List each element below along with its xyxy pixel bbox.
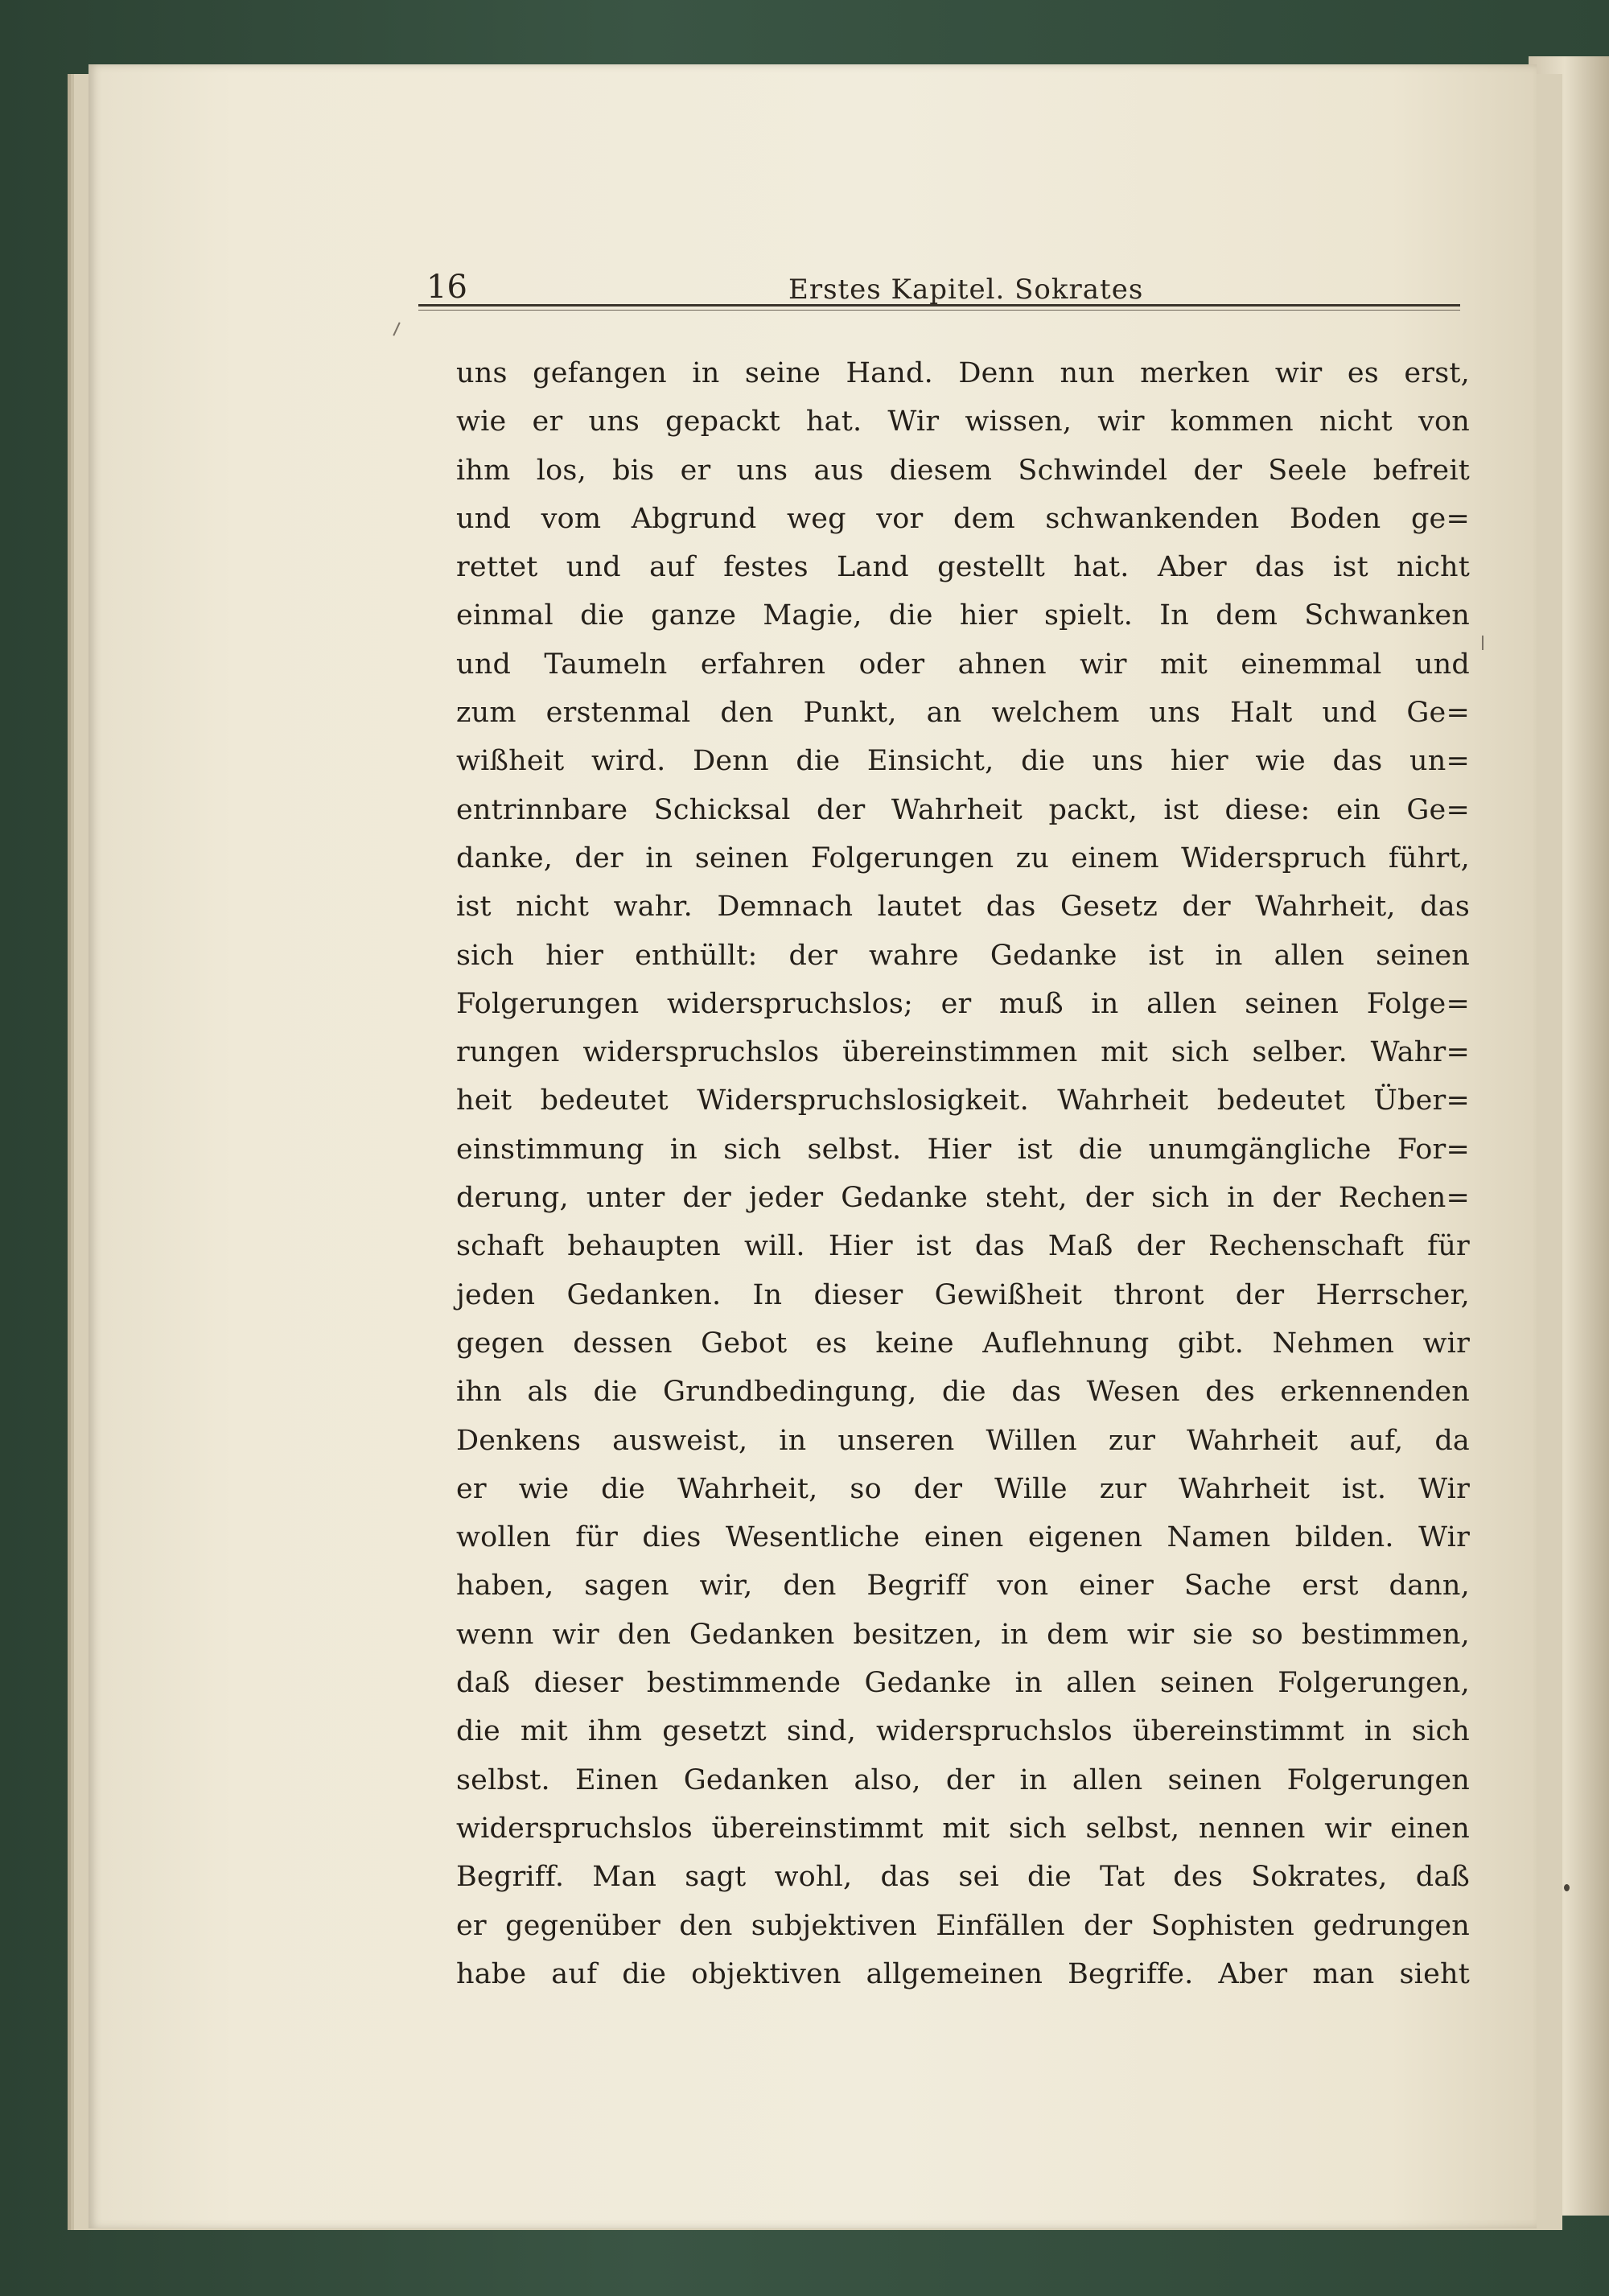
- text-line: daß dieser bestimmende Gedanke in allen seinen Folgerungen,: [456, 1667, 1470, 1700]
- header-rule-thin: [418, 310, 1460, 311]
- text-line: wollen für dies Wesentliche einen eigenen Namen bilden. Wir: [456, 1521, 1470, 1554]
- text-line: die mit ihm gesetzt sind, widerspruchslos übereinstimmt in sich: [456, 1715, 1470, 1748]
- body-text: [456, 349, 1470, 1998]
- text-line: Begriff. Man sagt wohl, das sei die Tat des Sokrates, daß: [456, 1861, 1470, 1894]
- text-line: gegen dessen Gebot es keine Auflehnung gibt. Nehmen wir: [456, 1327, 1470, 1360]
- text-line: ist nicht wahr. Demnach lautet das Gesetz der Wahrheit, das: [456, 891, 1470, 924]
- text-line: habe auf die objektiven allgemeinen Begriffe. Aber man sieht: [456, 1957, 1470, 1990]
- text-line: Folgerungen widerspruchslos; er muß in allen seinen Folge=: [456, 987, 1470, 1020]
- text-line: ihn als die Grundbedingung, die das Wesen des erkennenden: [456, 1376, 1470, 1409]
- text-line: er gegenüber den subjektiven Einfällen der Sophisten gedrungen: [456, 1909, 1470, 1942]
- text-line: wie er uns gepackt hat. Wir wissen, wir kommen nicht von: [456, 405, 1470, 438]
- text-line: entrinnbare Schicksal der Wahrheit packt, ist diese: ein Ge=: [456, 793, 1470, 826]
- text-line: schaft behaupten will. Hier ist das Maß der Rechenschaft für: [456, 1230, 1470, 1263]
- text-line: zum erstenmal den Punkt, an welchem uns Halt und Ge=: [456, 697, 1470, 730]
- header-rule: [418, 304, 1460, 307]
- text-line: ihm los, bis er uns aus diesem Schwindel der Seele befreit: [456, 454, 1470, 487]
- text-line: er wie die Wahrheit, so der Wille zur Wahrheit ist. Wir: [456, 1472, 1470, 1505]
- text-line: rettet und auf festes Land gestellt hat. Aber das ist nicht: [456, 551, 1470, 584]
- text-line: selbst. Einen Gedanken also, der in allen seinen Folgerungen: [456, 1763, 1470, 1796]
- running-head: [426, 259, 1464, 307]
- running-title: Erstes Kapitel. Sokrates: [788, 274, 1144, 306]
- text-line: uns gefangen in seine Hand. Denn nun merken wir es erst,: [456, 357, 1470, 389]
- text-line: einmal die ganze Magie, die hier spielt. In dem Schwanken: [456, 599, 1470, 632]
- text-line: heit bedeutet Widerspruchslosigkeit. Wahrheit bedeutet Über=: [456, 1084, 1470, 1117]
- text-line: wißheit wird. Denn die Einsicht, die uns hier wie das un=: [456, 745, 1470, 778]
- page-mark: [1482, 636, 1483, 650]
- text-line: sich hier enthüllt: der wahre Gedanke ist in allen seinen: [456, 939, 1470, 972]
- text-line: danke, der in seinen Folgerungen zu einem Widerspruch führt,: [456, 841, 1470, 874]
- text-line: und vom Abgrund weg vor dem schwankenden Boden ge=: [456, 502, 1470, 535]
- ink-speck: [1564, 1884, 1570, 1891]
- text-line: und Taumeln erfahren oder ahnen wir mit einemmal und: [456, 648, 1470, 681]
- page-number: 16: [426, 269, 467, 306]
- text-line: derung, unter der jeder Gedanke steht, der sich in der Rechen=: [456, 1182, 1470, 1215]
- text-line: haben, sagen wir, den Begriff von einer Sache erst dann,: [456, 1570, 1470, 1603]
- text-line: widerspruchslos übereinstimmt mit sich selbst, nennen wir einen: [456, 1812, 1470, 1845]
- text-line: jeden Gedanken. In dieser Gewißheit thront der Herrscher,: [456, 1278, 1470, 1311]
- text-line: rungen widerspruchslos übereinstimmen mit sich selber. Wahr=: [456, 1036, 1470, 1069]
- text-line: einstimmung in sich selbst. Hier ist die unumgängliche For=: [456, 1133, 1470, 1166]
- text-line: wenn wir den Gedanken besitzen, in dem wir sie so bestimmen,: [456, 1618, 1470, 1651]
- text-line: Denkens ausweist, in unseren Willen zur Wahrheit auf, da: [456, 1424, 1470, 1457]
